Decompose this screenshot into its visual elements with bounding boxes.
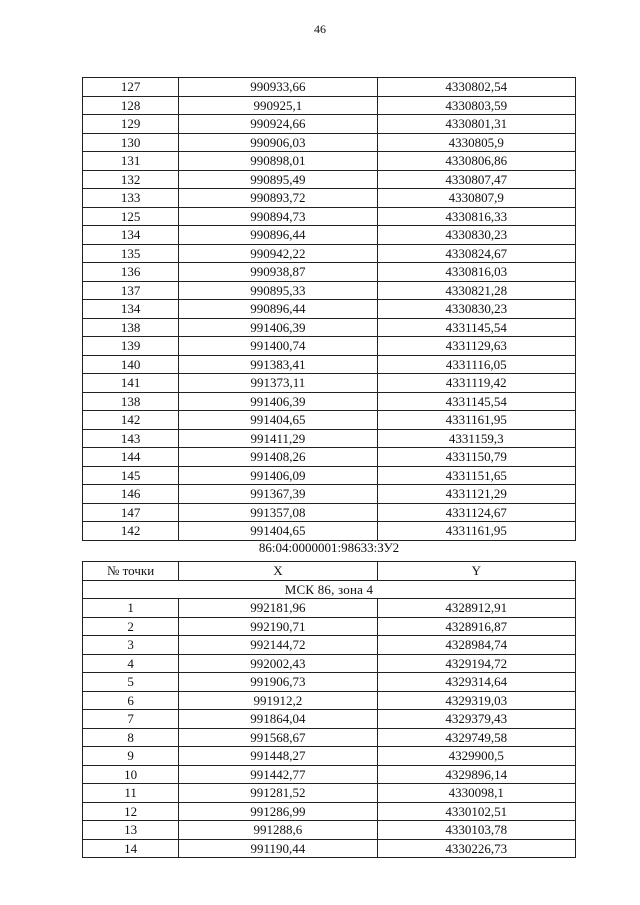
x-coordinate-cell: 991281,52: [179, 784, 377, 803]
y-coordinate-cell: 4331151,65: [377, 466, 575, 485]
y-coordinate-cell: 4331124,67: [377, 503, 575, 522]
parcel-number-title: 86:04:0000001:98633:ЗУ2: [258, 540, 400, 555]
parcel-coordinates-table: [82, 561, 576, 858]
x-coordinate-cell: 991190,44: [179, 839, 377, 858]
x-coordinate-cell: 991288,6: [179, 821, 377, 840]
y-coordinate-cell: 4331121,29: [377, 485, 575, 504]
x-coordinate-cell: 991400,74: [179, 337, 377, 356]
y-coordinate-cell: 4330807,47: [377, 170, 575, 189]
x-coordinate-cell: 991383,41: [179, 355, 377, 374]
y-coordinate-cell: 4330805,9: [377, 133, 575, 152]
y-coordinate-cell: 4329194,72: [377, 654, 575, 673]
y-coordinate-cell: 4330830,23: [377, 226, 575, 245]
y-coordinate-cell: 4330806,86: [377, 152, 575, 171]
table-row: [83, 189, 576, 208]
point-number-cell: 7: [83, 710, 179, 729]
point-number-cell: 139: [83, 337, 179, 356]
y-coordinate-cell: 4331161,95: [377, 411, 575, 430]
table-row: [83, 728, 576, 747]
x-coordinate-cell: 990896,44: [179, 226, 377, 245]
point-number-cell: 3: [83, 636, 179, 655]
y-coordinate-cell: 4330821,28: [377, 281, 575, 300]
x-coordinate-cell: 991408,26: [179, 448, 377, 467]
point-number-cell: 129: [83, 115, 179, 134]
y-coordinate-cell: 4330816,33: [377, 207, 575, 226]
x-coordinate-cell: 990895,33: [179, 281, 377, 300]
x-coordinate-cell: 991912,2: [179, 691, 377, 710]
table-row: [83, 355, 576, 374]
y-coordinate-cell: 4330807,9: [377, 189, 575, 208]
x-coordinate-cell: 991404,65: [179, 411, 377, 430]
y-coordinate-cell: 4330098,1: [377, 784, 575, 803]
table-row: [83, 839, 576, 858]
y-coordinate-cell: 4330803,59: [377, 96, 575, 115]
y-coordinate-cell: 4329749,58: [377, 728, 575, 747]
y-coordinate-cell: 4329314,64: [377, 673, 575, 692]
y-coordinate-cell: 4331145,54: [377, 392, 575, 411]
point-number-cell: 147: [83, 503, 179, 522]
table-row: [83, 96, 576, 115]
x-coordinate-cell: 990938,87: [179, 263, 377, 282]
y-coordinate-cell: 4329900,5: [377, 747, 575, 766]
point-number-cell: 4: [83, 654, 179, 673]
table-row: [83, 133, 576, 152]
table-row: [83, 691, 576, 710]
point-number-cell: 146: [83, 485, 179, 504]
table-row: [83, 263, 576, 282]
point-number-cell: 127: [83, 78, 179, 97]
table-row: [83, 374, 576, 393]
x-coordinate-cell: 991404,65: [179, 522, 377, 541]
y-coordinate-cell: 4331116,05: [377, 355, 575, 374]
header-x: X: [179, 562, 377, 581]
x-coordinate-cell: 992190,71: [179, 617, 377, 636]
table-row: [83, 115, 576, 134]
point-number-cell: 11: [83, 784, 179, 803]
coordinates-table-continued: [82, 77, 576, 541]
point-number-cell: 134: [83, 226, 179, 245]
point-number-cell: 14: [83, 839, 179, 858]
point-number-cell: 6: [83, 691, 179, 710]
y-coordinate-cell: 4331145,54: [377, 318, 575, 337]
parcel-table-body: [83, 580, 576, 858]
table-row: [83, 599, 576, 618]
point-number-cell: 125: [83, 207, 179, 226]
point-number-cell: 144: [83, 448, 179, 467]
x-coordinate-cell: 990896,44: [179, 300, 377, 319]
y-coordinate-cell: 4330801,31: [377, 115, 575, 134]
table-row: [83, 654, 576, 673]
coordinates-table-body: [83, 78, 576, 541]
y-coordinate-cell: 4330103,78: [377, 821, 575, 840]
table-row: [83, 617, 576, 636]
x-coordinate-cell: 991286,99: [179, 802, 377, 821]
y-coordinate-cell: 4330830,23: [377, 300, 575, 319]
point-number-cell: 131: [83, 152, 179, 171]
x-coordinate-cell: 991411,29: [179, 429, 377, 448]
table-row: [83, 226, 576, 245]
y-coordinate-cell: 4331150,79: [377, 448, 575, 467]
x-coordinate-cell: 992002,43: [179, 654, 377, 673]
y-coordinate-cell: 4331119,42: [377, 374, 575, 393]
point-number-cell: 140: [83, 355, 179, 374]
table-row: [83, 784, 576, 803]
point-number-cell: 134: [83, 300, 179, 319]
x-coordinate-cell: 990893,72: [179, 189, 377, 208]
x-coordinate-cell: 991906,73: [179, 673, 377, 692]
y-coordinate-cell: 4330802,54: [377, 78, 575, 97]
point-number-cell: 137: [83, 281, 179, 300]
y-coordinate-cell: 4330816,03: [377, 263, 575, 282]
y-coordinate-cell: 4329319,03: [377, 691, 575, 710]
y-coordinate-cell: 4331161,95: [377, 522, 575, 541]
point-number-cell: 132: [83, 170, 179, 189]
y-coordinate-cell: 4329379,43: [377, 710, 575, 729]
x-coordinate-cell: 991357,08: [179, 503, 377, 522]
x-coordinate-cell: 991442,77: [179, 765, 377, 784]
x-coordinate-cell: 990895,49: [179, 170, 377, 189]
table-row: [83, 411, 576, 430]
y-coordinate-cell: 4330226,73: [377, 839, 575, 858]
x-coordinate-cell: 992181,96: [179, 599, 377, 618]
x-coordinate-cell: 991864,04: [179, 710, 377, 729]
table-row: [83, 429, 576, 448]
y-coordinate-cell: 4330102,51: [377, 802, 575, 821]
point-number-cell: 138: [83, 392, 179, 411]
table-row: [83, 170, 576, 189]
point-number-cell: 2: [83, 617, 179, 636]
table-row: [83, 466, 576, 485]
table-row: [83, 821, 576, 840]
point-number-cell: 128: [83, 96, 179, 115]
x-coordinate-cell: 990906,03: [179, 133, 377, 152]
x-coordinate-cell: 990894,73: [179, 207, 377, 226]
y-coordinate-cell: 4329896,14: [377, 765, 575, 784]
point-number-cell: 143: [83, 429, 179, 448]
x-coordinate-cell: 991367,39: [179, 485, 377, 504]
table-row: [83, 152, 576, 171]
header-row: [83, 562, 576, 581]
table-row: [83, 244, 576, 263]
header-y: Y: [377, 562, 575, 581]
point-number-cell: 130: [83, 133, 179, 152]
table-row: [83, 78, 576, 97]
table-row: [83, 281, 576, 300]
x-coordinate-cell: 991568,67: [179, 728, 377, 747]
y-coordinate-cell: 4328916,87: [377, 617, 575, 636]
point-number-cell: 142: [83, 411, 179, 430]
x-coordinate-cell: 991406,39: [179, 392, 377, 411]
table-row: [83, 747, 576, 766]
point-number-cell: 8: [83, 728, 179, 747]
table-row: [83, 710, 576, 729]
x-coordinate-cell: 990925,1: [179, 96, 377, 115]
point-number-cell: 13: [83, 821, 179, 840]
table-row: [83, 673, 576, 692]
table-row: [83, 300, 576, 319]
table-row: [83, 318, 576, 337]
zone-row: [83, 580, 576, 599]
table-row: [83, 448, 576, 467]
x-coordinate-cell: 990933,66: [179, 78, 377, 97]
x-coordinate-cell: 990924,66: [179, 115, 377, 134]
x-coordinate-cell: 991406,09: [179, 466, 377, 485]
x-coordinate-cell: 990898,01: [179, 152, 377, 171]
point-number-cell: 1: [83, 599, 179, 618]
point-number-cell: 136: [83, 263, 179, 282]
page-number: 46: [314, 22, 326, 36]
table-row: [83, 503, 576, 522]
x-coordinate-cell: 991406,39: [179, 318, 377, 337]
point-number-cell: 135: [83, 244, 179, 263]
table-row: [83, 636, 576, 655]
point-number-cell: 10: [83, 765, 179, 784]
table-row: [83, 522, 576, 541]
y-coordinate-cell: 4328984,74: [377, 636, 575, 655]
header-point-number: № точки: [83, 562, 179, 581]
x-coordinate-cell: 992144,72: [179, 636, 377, 655]
point-number-cell: 12: [83, 802, 179, 821]
table-row: [83, 207, 576, 226]
y-coordinate-cell: 4330824,67: [377, 244, 575, 263]
x-coordinate-cell: 991448,27: [179, 747, 377, 766]
point-number-cell: 9: [83, 747, 179, 766]
point-number-cell: 141: [83, 374, 179, 393]
point-number-cell: 142: [83, 522, 179, 541]
x-coordinate-cell: 991373,11: [179, 374, 377, 393]
coordinate-system-label: МСК 86, зона 4: [83, 580, 576, 599]
table-row: [83, 392, 576, 411]
y-coordinate-cell: 4331159,3: [377, 429, 575, 448]
table-row: [83, 485, 576, 504]
x-coordinate-cell: 990942,22: [179, 244, 377, 263]
y-coordinate-cell: 4331129,63: [377, 337, 575, 356]
table-row: [83, 765, 576, 784]
point-number-cell: 5: [83, 673, 179, 692]
point-number-cell: 138: [83, 318, 179, 337]
y-coordinate-cell: 4328912,91: [377, 599, 575, 618]
point-number-cell: 133: [83, 189, 179, 208]
table-header: [83, 562, 576, 581]
table-row: [83, 337, 576, 356]
point-number-cell: 145: [83, 466, 179, 485]
table-row: [83, 802, 576, 821]
